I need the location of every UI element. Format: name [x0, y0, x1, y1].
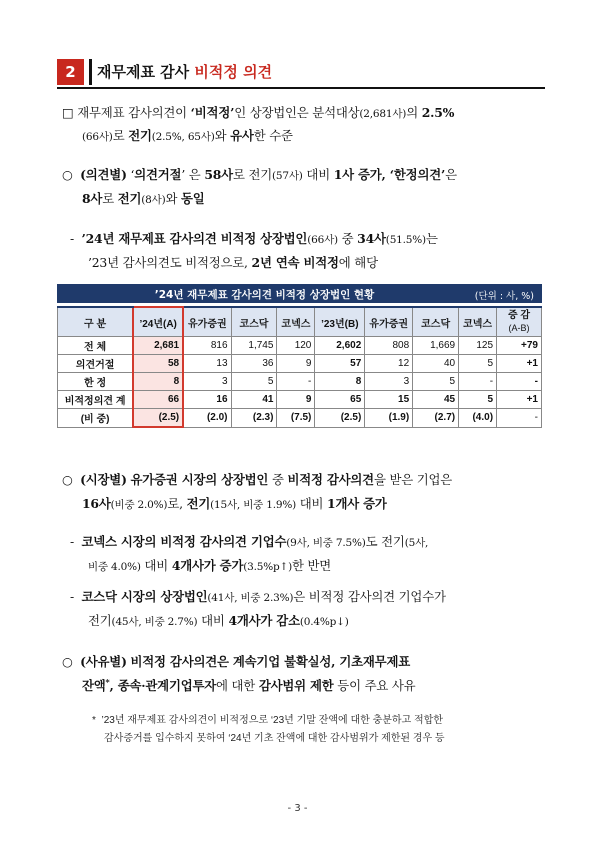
row-label: 전 체 — [58, 337, 134, 355]
text: 58사 — [204, 167, 233, 182]
dash-bullet: - — [70, 589, 74, 604]
text: 비적정 감사의견 — [287, 472, 374, 487]
header-category: 구 분 — [58, 307, 134, 337]
cell: - — [459, 373, 497, 391]
text: 중 — [268, 472, 288, 487]
cell: (2.0) — [183, 409, 231, 428]
square-bullet: □ — [62, 105, 74, 120]
para5-line2 — [88, 556, 331, 574]
text: 잔액 — [82, 678, 106, 693]
text: ’24년 재무제표 감사의견 비적정 상장법인 — [81, 231, 308, 246]
cell: 15 — [365, 391, 413, 409]
header-change — [497, 307, 542, 337]
circle-bullet: ○ — [62, 167, 73, 182]
cell: 40 — [413, 355, 459, 373]
cell: 13 — [183, 355, 231, 373]
page-number: - 3 - — [287, 803, 308, 814]
text: (57사) — [271, 170, 303, 182]
dash-bullet: - — [70, 534, 74, 549]
text: (66사) — [307, 234, 338, 246]
cell: - — [497, 373, 542, 391]
header-kospi-23: 유가증권 — [365, 307, 413, 337]
header-change-label: 증 감 — [507, 309, 531, 321]
cell: 41 — [231, 391, 277, 409]
cell: (1.9) — [365, 409, 413, 428]
para1-line1 — [62, 103, 454, 121]
cell: 45 — [413, 391, 459, 409]
footnote-text: 감사증거를 입수하지 못하여 ‘24년 기초 잔액에 대한 감사범위가 제한된 경우 등 — [104, 733, 445, 744]
text: 대비 — [140, 558, 172, 573]
text: ‘ — [126, 167, 135, 182]
cell: +1 — [497, 391, 542, 409]
text: (8사) — [141, 194, 166, 206]
cell: 1,745 — [231, 337, 277, 355]
cell: 36 — [231, 355, 277, 373]
header-change-formula: (A-B) — [508, 322, 530, 333]
table-row — [58, 409, 542, 428]
para1-line2 — [82, 126, 293, 144]
text: 대비 — [302, 167, 334, 182]
cell: (2.7) — [413, 409, 459, 428]
section-number: 2 — [57, 59, 84, 85]
text: (사유별) — [80, 654, 127, 669]
cell: (4.0) — [459, 409, 497, 428]
cell: (2.3) — [231, 409, 277, 428]
cell: 65 — [315, 391, 365, 409]
cell: 66 — [133, 391, 183, 409]
text: 2.5% — [421, 105, 455, 120]
cell: 5 — [231, 373, 277, 391]
text: 중 — [337, 231, 358, 246]
header-kosdaq-23: 코스닥 — [413, 307, 459, 337]
cell: 9 — [277, 355, 315, 373]
text: 로 전기 — [232, 167, 272, 182]
text: ’ 은 — [181, 167, 205, 182]
text: 에 해당 — [338, 255, 378, 270]
text: 재무제표 감사의견이 — [77, 105, 191, 120]
para3-line1 — [70, 229, 438, 247]
cell: +79 — [497, 337, 542, 355]
footnote-line2 — [104, 729, 445, 744]
section-title — [97, 61, 272, 82]
para7-line2 — [82, 676, 415, 694]
cell: 2,602 — [315, 337, 365, 355]
para6-line2 — [88, 611, 349, 629]
text: (66사) — [82, 131, 113, 143]
cell: 16 — [183, 391, 231, 409]
text: 코넥스 시장의 비적정 감사의견 기업수 — [81, 534, 287, 549]
text: (15사, 비중 1.9%) — [210, 499, 296, 511]
table-row — [58, 391, 542, 409]
row-label: 비적정의견 계 — [58, 391, 134, 409]
para4-line1 — [62, 470, 452, 488]
text: ‘비적정’ — [190, 105, 235, 120]
header-konex-23: 코넥스 — [459, 307, 497, 337]
cell: 8 — [133, 373, 183, 391]
header-2024: ’24년(A) — [133, 307, 183, 337]
text: 한 수준 — [253, 128, 293, 143]
text: 8사 — [82, 191, 103, 206]
cell: - — [277, 373, 315, 391]
table-title: ’24년 재무제표 감사의견 비적정 상장법인 현황 — [154, 289, 375, 301]
text: 대비 — [197, 613, 229, 628]
cell: 816 — [183, 337, 231, 355]
cell: 57 — [315, 355, 365, 373]
text: 에 대한 — [216, 678, 259, 693]
table-row — [58, 337, 542, 355]
text: 전기 — [186, 496, 211, 511]
cell: 2,681 — [133, 337, 183, 355]
text: 4개사가 감소 — [228, 613, 300, 628]
text: 도 전기 — [365, 534, 405, 549]
text: 와 — [214, 128, 231, 143]
cell: +1 — [497, 355, 542, 373]
text: 4개사가 증가 — [171, 558, 244, 573]
text: 1개사 증가 — [327, 496, 387, 511]
para5-line1 — [70, 532, 428, 550]
para3-line2 — [88, 253, 378, 271]
cell: 1,669 — [413, 337, 459, 355]
circle-bullet: ○ — [62, 472, 73, 487]
text: 는 — [425, 231, 438, 246]
text: (51.5%) — [385, 234, 426, 246]
cell: 8 — [315, 373, 365, 391]
text: 등이 주요 사유 — [333, 678, 416, 693]
footnote-text: ’23년 재무제표 감사의견이 비적정으로 ‘23년 기말 잔액에 대한 충분하고 적합한 — [101, 715, 443, 726]
footnote-line1 — [92, 711, 443, 726]
cell: 9 — [277, 391, 315, 409]
footnote-mark: * — [105, 676, 110, 687]
text: (2.5%, 65사) — [151, 131, 215, 143]
cell: 3 — [183, 373, 231, 391]
para6-line1 — [70, 587, 446, 605]
cell: 5 — [459, 391, 497, 409]
cell: (2.5) — [315, 409, 365, 428]
section-rule — [57, 87, 545, 89]
para7-line1 — [62, 652, 410, 670]
text: (5사, — [404, 537, 429, 549]
text: 의 — [406, 105, 422, 120]
text: 동일 — [181, 191, 205, 206]
section-divider-bar — [89, 59, 92, 85]
text: 16사 — [82, 496, 111, 511]
header-konex-24: 코넥스 — [277, 307, 315, 337]
text: (3.5%p↑) — [243, 561, 293, 573]
text: 의견거절 — [134, 167, 182, 182]
cell: - — [497, 409, 542, 428]
text: 로 — [112, 128, 129, 143]
cell: 5 — [459, 355, 497, 373]
text: 2년 연속 비적정 — [251, 255, 339, 270]
text: 코스닥 시장의 상장법인 — [81, 589, 208, 604]
text: 1사 증가, ‘한정의견’ — [333, 167, 446, 182]
text: , 종속·관계기업투자 — [109, 678, 217, 693]
para2-line2 — [82, 189, 205, 207]
text: 인 상장법인은 분석대상 — [234, 105, 360, 120]
cell: (2.5) — [133, 409, 183, 428]
table-unit: (단위 : 사, %) — [474, 291, 534, 302]
text: (45사, 비중 2.7%) — [111, 616, 198, 628]
text: ’23년 감사의견도 비적정으로, — [88, 255, 252, 270]
text: 전기 — [128, 128, 152, 143]
audit-opinion-table — [57, 306, 542, 428]
text: (9사, 비중 7.5%) — [286, 537, 366, 549]
cell: 808 — [365, 337, 413, 355]
row-label: 한 정 — [58, 373, 134, 391]
text: 대비 — [296, 496, 328, 511]
para2-line1 — [62, 165, 457, 183]
header-kosdaq-24: 코스닥 — [231, 307, 277, 337]
text: 와 — [165, 191, 181, 206]
cell: 3 — [365, 373, 413, 391]
para4-line2 — [82, 494, 387, 512]
header-2023: ’23년(B) — [315, 307, 365, 337]
text: 을 받은 기업은 — [373, 472, 453, 487]
text: 비중 4.0%) — [88, 561, 141, 573]
text: (0.4%p↓) — [299, 616, 349, 628]
cell: 120 — [277, 337, 315, 355]
section-title-plain: 재무제표 감사 — [97, 63, 195, 81]
cell: 58 — [133, 355, 183, 373]
text: (의견별) — [80, 167, 127, 182]
text: 은 비적정 감사의견 기업수가 — [293, 589, 446, 604]
table-header-row — [58, 307, 542, 337]
cell: (7.5) — [277, 409, 315, 428]
table-row — [58, 355, 542, 373]
footnote-asterisk: * — [92, 715, 96, 726]
dash-bullet: - — [70, 231, 74, 246]
row-label: 의견거절 — [58, 355, 134, 373]
header-kospi-24: 유가증권 — [183, 307, 231, 337]
text: (시장별) — [80, 472, 127, 487]
table-row — [58, 373, 542, 391]
text: 유가증권 시장의 상장법인 — [130, 472, 269, 487]
circle-bullet: ○ — [62, 654, 73, 669]
cell: 125 — [459, 337, 497, 355]
text: 34사 — [357, 231, 386, 246]
text: (2,681사) — [359, 108, 407, 120]
text: 로 — [102, 191, 118, 206]
text: 한 반면 — [292, 558, 332, 573]
cell: 5 — [413, 373, 459, 391]
cell: 12 — [365, 355, 413, 373]
text: 은 — [445, 167, 457, 182]
section-title-highlight: 비적정 의견 — [194, 63, 273, 81]
table-title-bar — [57, 284, 542, 303]
text: (41사, 비중 2.3%) — [207, 592, 294, 604]
text: 전기 — [117, 191, 142, 206]
text: (비중 2.0%) — [110, 499, 168, 511]
text: 감사범위 제한 — [258, 678, 334, 693]
text: 전기 — [88, 613, 112, 628]
text: 유사 — [230, 128, 254, 143]
row-label: (비 중) — [58, 409, 134, 428]
text: 로, — [167, 496, 187, 511]
text: 비적정 감사의견은 계속기업 불확실성, 기초재무제표 — [130, 654, 410, 669]
